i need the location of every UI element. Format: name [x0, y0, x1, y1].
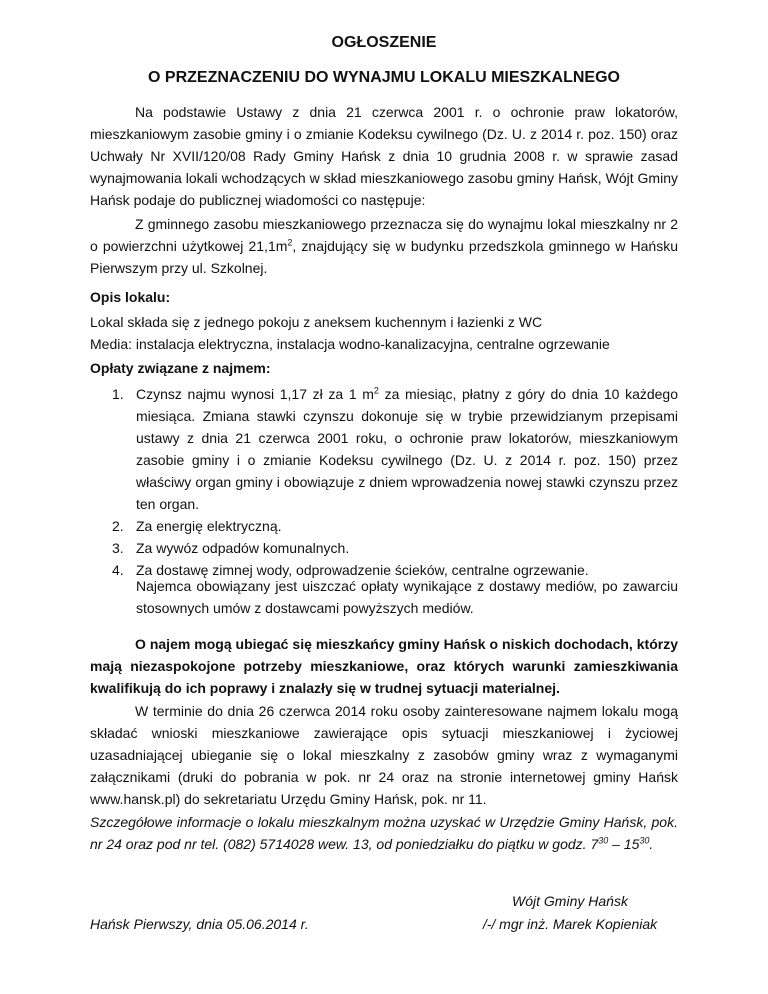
list-item-text-end: za miesiąc, płatny z góry do dnia 10 każdego miesiąca. Zmiana stawki czynszu dokonuje się w trybie przewidzianym przepisami ustawy z dnia 21 czerwca 2001 roku, o ochronie praw lokatorów, mieszkaniowym zasobie gminy i o zmianie Kodeksu cywilnego (Dz. U. z 2014 r. poz. 150) przez właściwy organ gminy i obowiązuje z dniem wprowadzenia nowej stawki czynszu przez ten organ.	[136, 386, 678, 512]
list-item-number: 1.	[112, 386, 124, 402]
place-and-date: Hańsk Pierwszy, dnia 05.06.2014 r.	[90, 916, 309, 932]
description-line: Media: instalacja elektryczna, instalacja wodno-kanalizacyjna, centralne ogrzewanie	[90, 336, 610, 352]
list-item	[90, 537, 678, 559]
allocation-paragraph	[90, 213, 678, 279]
fees-heading: Opłaty związane z najmem:	[90, 360, 271, 376]
deadline-paragraph: W terminie do dnia 26 czerwca 2014 roku osoby zainteresowane najmem lokalu mogą składać wnioski mieszkaniowe zawierające opis sytuacji mieszkaniowej i życiowej uzasadniającej ubieganie się o lokal mieszkalny z zasobów gminy wraz z wymaganymi załącznikami (druki do pobrania w pok. nr 24 oraz na stronie internetowej gminy Hańsk www.hansk.pl) do sekretariatu Urzędu Gminy Hańsk, pok. nr 11.	[90, 703, 678, 807]
hours-separator: – 15	[608, 836, 640, 852]
list-item-superscript: 2	[373, 385, 379, 396]
description-line: Lokal składa się z jednego pokoju z aneksem kuchennym i łazienki z WC	[90, 314, 543, 330]
list-item-text: Za dostawę zimnej wody, odprowadzenie ścieków, centralne ogrzewanie.	[136, 562, 589, 578]
description-heading: Opis lokalu:	[90, 289, 171, 305]
list-item-number: 4.	[112, 562, 124, 578]
allocation-superscript: 2	[287, 237, 293, 248]
list-item	[90, 383, 678, 515]
hours-end-minutes: 30	[639, 835, 650, 846]
eligibility-paragraph: O najem mogą ubiegać się mieszkańcy gminy Hańsk o niskich dochodach, którzy mają niezaspokojone potrzeby mieszkaniowe, oraz których warunki zamieszkiwania kwalifikują do ich poprawy i znalazły się w trudnej sytuacji materialnej.	[90, 636, 678, 696]
signature-office: Wójt Gminy Hańsk	[512, 893, 628, 909]
allocation-text: Z gminnego zasobu mieszkaniowego przeznacza się do wynajmu lokal mieszkalny nr 2 o powierzchni użytkowej 21,1m	[90, 216, 678, 254]
list-item-number: 2.	[112, 518, 124, 534]
list-item-text: Czynsz najmu wynosi 1,17 zł za 1 m	[136, 386, 374, 402]
allocation-text-end: , znajdujący się w budynku przedszkola gminnego w Hańsku Pierwszym przy ul. Szkolnej.	[90, 238, 678, 276]
list-item	[90, 515, 678, 537]
hours-start-minutes: 30	[598, 835, 609, 846]
fees-list	[90, 383, 678, 581]
contact-info-text: Szczegółowe informacje o lokalu mieszkalnym można uzyskać w Urzędzie Gminy Hańsk, pok. nr 24 oraz pod nr tel. (082) 5714028 wew. 13, od poniedziałku do piątku w godz. 7	[90, 814, 678, 852]
intro-paragraph: Na podstawie Ustawy z dnia 21 czerwca 2001 r. o ochronie praw lokatorów, mieszkaniowym zasobie gminy i o zmianie Kodeksu cywilnego (Dz. U. z 2014 r. poz. 150) oraz Uchwały Nr XVII/120/08 Rady Gminy Hańsk z dnia 10 grudnia 2008 r. w sprawie zasad wynajmowania lokali wchodzących w skład mieszkaniowego zasobu gminy Hańsk, Wójt Gminy Hańsk podaje do publicznej wiadomości co następuje:	[90, 104, 678, 208]
page-title: OGŁOSZENIE	[331, 34, 437, 51]
signature-name: /-/ mgr inż. Marek Kopieniak	[482, 916, 658, 932]
list-item-number: 3.	[112, 540, 124, 556]
contact-info-paragraph	[90, 811, 678, 855]
list-item-text: Za energię elektryczną.	[136, 518, 282, 534]
contact-info-end: .	[649, 836, 654, 852]
page-subtitle: O PRZEZNACZENIU DO WYNAJMU LOKALU MIESZKALNEGO	[148, 69, 620, 86]
list-item-text: Za wywóz odpadów komunalnych.	[136, 540, 350, 556]
tenant-obligation-note: Najemca obowiązany jest uiszczać opłaty wynikające z dostawy mediów, po zawarciu stosownych umów z dostawcami powyższych mediów.	[136, 578, 678, 616]
